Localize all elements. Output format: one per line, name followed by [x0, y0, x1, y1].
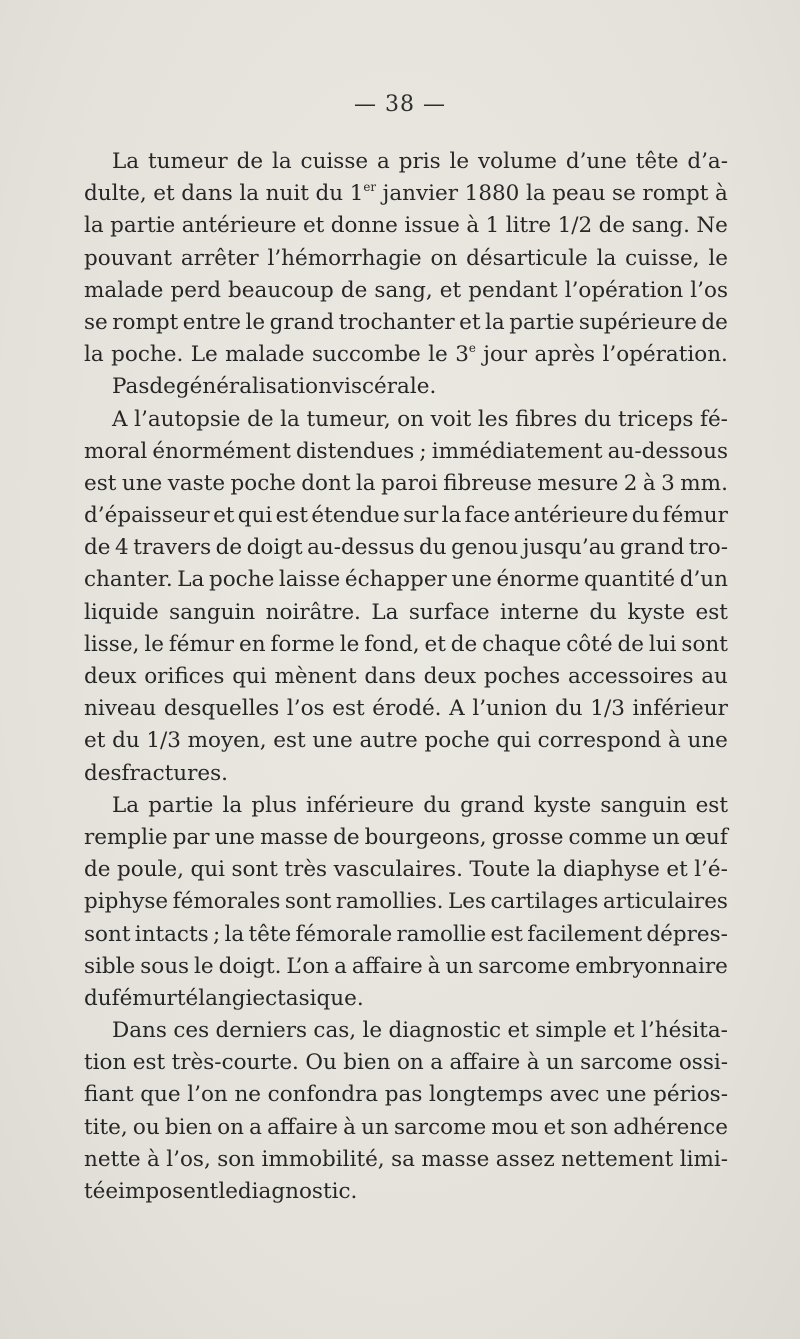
text-line: Pas de généralisation viscérale.: [112, 374, 437, 400]
body-text: [84, 146, 728, 1208]
text-line: la poche. Le malade succombe le 3e jour après l’opération.: [84, 341, 728, 368]
text-line: dulte, et dans la nuit du 1er janvier 1880 la peau se rompt à: [84, 180, 728, 207]
text-line: des fractures.: [84, 760, 228, 786]
text-line: malade perd beaucoup de sang, et pendant l’opération l’os: [84, 277, 728, 303]
text-line: remplie par une masse de bourgeons, grosse comme un œuf: [84, 824, 728, 850]
text-line: tée imposent le diagnostic.: [84, 1179, 358, 1204]
text-line: du fémur télangiectasique.: [84, 985, 364, 1011]
text-line: fiant que l’on ne confondra pas longtemps avec une périos-: [84, 1082, 728, 1108]
text-line: d’épaisseur et qui est étendue sur la face antérieure du fémur: [84, 503, 728, 529]
text-line: piphyse fémorales sont ramollies. Les cartilages articulaires: [84, 889, 728, 915]
text-line: chanter. La poche laisse échapper une énorme quantité d’un: [84, 567, 728, 593]
text-line: nette à l’os, son immobilité, sa masse assez nettement limi-: [84, 1146, 728, 1172]
text-line: sible sous le doigt. L’on a affaire à un sarcome embryonnaire: [84, 953, 728, 979]
text-line: de poule, qui sont très vasculaires. Toute la diaphyse et l’é-: [84, 857, 728, 883]
text-line: La tumeur de la cuisse a pris le volume d’une tête d’a-: [112, 149, 728, 174]
text-line: de 4 travers de doigt au-dessus du genou jusqu’au grand tro-: [84, 535, 728, 561]
text-line: niveau desquelles l’os est érodé. A l’union du 1/3 inférieur: [84, 696, 728, 722]
text-line: A l’autopsie de la tumeur, on voit les fibres du triceps fé-: [112, 406, 728, 432]
text-line: la partie antérieure et donne issue à 1 litre 1/2 de sang. Ne: [84, 213, 728, 239]
text-line: tion est très-courte. Ou bien on a affaire à un sarcome ossi-: [84, 1050, 728, 1076]
text-line: deux orifices qui mènent dans deux poches accessoires au: [84, 664, 728, 689]
paragraph: [84, 404, 728, 790]
paragraph: [84, 1015, 728, 1208]
paragraph: [84, 790, 728, 1015]
text-line: Dans ces derniers cas, le diagnostic et simple et l’hésita-: [112, 1018, 728, 1044]
text-line: lisse, le fémur en forme le fond, et de chaque côté de lui sont: [84, 631, 728, 657]
text-line: sont intacts ; la tête fémorale ramollie est facilement dépres-: [84, 921, 728, 947]
text-line: moral énormément distendues ; immédiatement au-dessous: [84, 438, 728, 464]
text-line: est une vaste poche dont la paroi fibreuse mesure 2 à 3 mm.: [84, 470, 728, 496]
text-line: liquide sanguin noirâtre. La surface interne du kyste est: [84, 599, 728, 625]
paragraph: [84, 146, 728, 404]
text-line: se rompt entre le grand trochanter et la partie supérieure de: [84, 309, 728, 335]
text-line: tite, ou bien on a affaire à un sarcome mou et son adhérence: [84, 1114, 728, 1140]
text-line: La partie la plus inférieure du grand kyste sanguin est: [112, 792, 728, 818]
text-line: pouvant arrêter l’hémorrhagie on désarticule la cuisse, le: [84, 245, 728, 271]
page-number: — 38 —: [354, 92, 446, 117]
text-line: et du 1/3 moyen, est une autre poche qui correspond à une: [84, 728, 728, 754]
